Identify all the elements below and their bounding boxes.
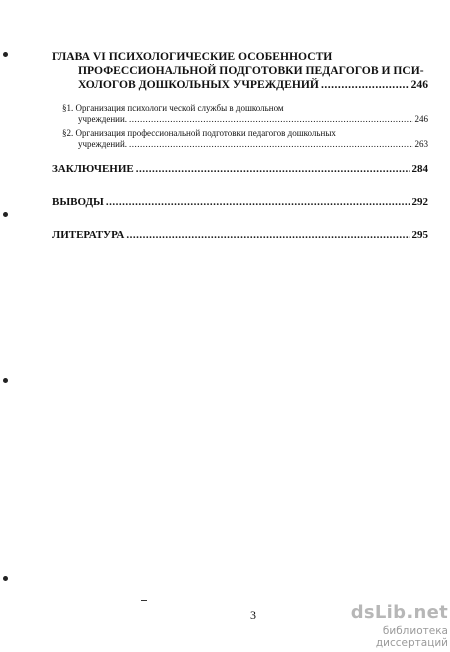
chapter-title-line-1: ГЛАВА VI ПСИХОЛОГИЧЕСКИЕ ОСОБЕННОСТИ — [52, 50, 333, 63]
findings-page-number: 292 — [411, 196, 428, 208]
dot-leader — [129, 114, 412, 125]
punch-hole-mark — [3, 576, 8, 581]
dot-leader — [321, 78, 409, 92]
scan-mark — [141, 600, 147, 601]
punch-hole-mark — [3, 212, 8, 217]
chapter-title-line-3: ХОЛОГОВ ДОШКОЛЬНЫХ УЧРЕЖДЕНИЙ — [78, 78, 319, 91]
dot-leader — [129, 139, 412, 150]
section-title-line-2: учреждении. — [78, 114, 128, 124]
literature-page-number: 295 — [411, 229, 428, 241]
literature-title: ЛИТЕРАТУРА — [52, 229, 125, 241]
section-title-line-1: §1. Организация психологи ческой службы в дошкольном — [62, 103, 284, 113]
conclusion-title: ЗАКЛЮЧЕНИЕ — [52, 163, 134, 175]
punch-hole-mark — [3, 378, 8, 383]
dot-leader — [126, 229, 409, 241]
toc-chapter-6 — [52, 50, 428, 92]
dot-leader — [106, 196, 410, 208]
watermark — [322, 602, 448, 649]
toc-section-1 — [52, 103, 428, 125]
chapter-title-line-2: ПРОФЕССИОНАЛЬНОЙ ПОДГОТОВКИ ПЕДАГОГОВ И ПСИ- — [78, 64, 424, 77]
section-title-line-1: §2. Организация профессиональной подготовки педагогов дошкольных — [62, 128, 336, 138]
conclusion-page-number: 284 — [411, 163, 428, 175]
toc-findings — [52, 196, 428, 208]
watermark-subtitle: библиотека диссертаций — [375, 625, 448, 649]
section-page-number: 246 — [414, 114, 428, 124]
toc-conclusion — [52, 163, 428, 175]
watermark-logo: dsLib.net — [350, 602, 448, 623]
toc-literature — [52, 229, 428, 241]
page-number: 3 — [250, 608, 256, 622]
section-title-line-2: учреждений. — [78, 139, 128, 149]
toc-section-2 — [52, 128, 428, 150]
table-of-contents — [52, 50, 428, 241]
section-page-number: 263 — [414, 139, 428, 149]
punch-hole-mark — [3, 52, 8, 57]
dot-leader — [136, 163, 410, 175]
findings-title: ВЫВОДЫ — [52, 196, 104, 208]
chapter-page-number: 246 — [410, 78, 428, 91]
